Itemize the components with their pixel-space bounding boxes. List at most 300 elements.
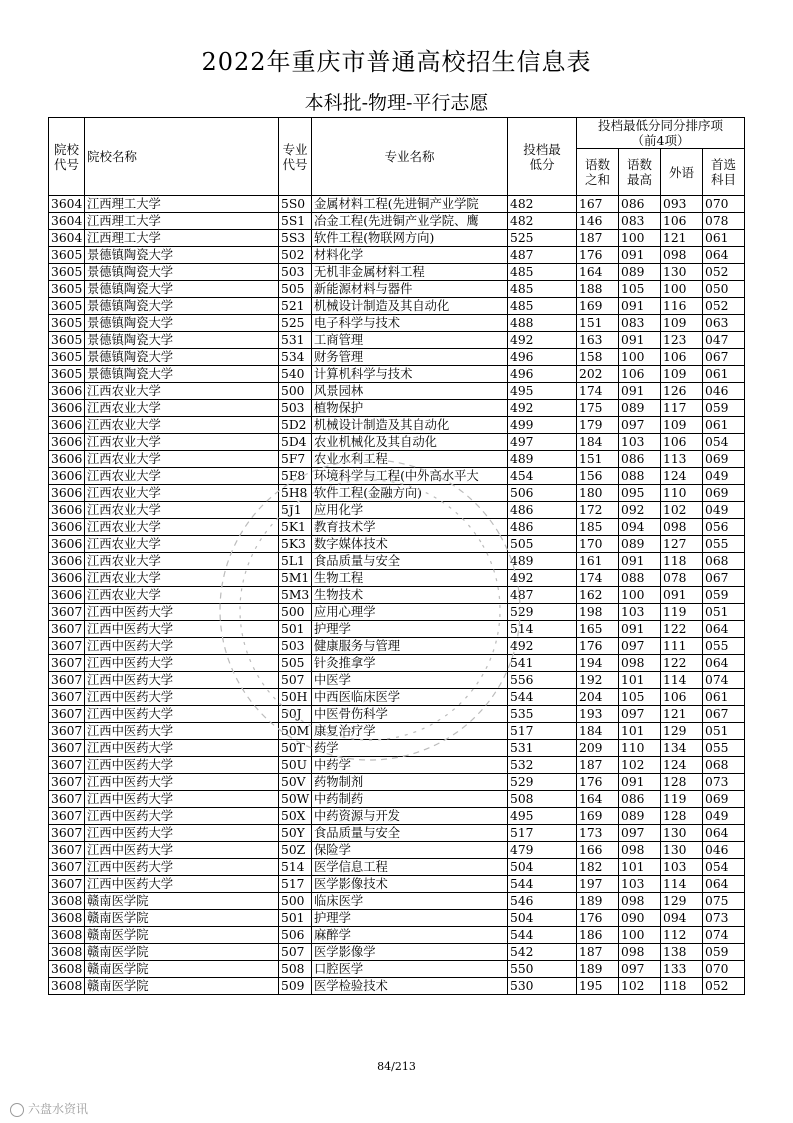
cell-min-score: 506 xyxy=(508,485,577,502)
cell-tie-max: 097 xyxy=(619,706,661,723)
cell-school-code: 3605 xyxy=(49,264,85,281)
cell-major-name: 财务管理 xyxy=(312,349,508,366)
cell-min-score: 542 xyxy=(508,944,577,961)
cell-school-code: 3606 xyxy=(49,383,85,400)
table-row xyxy=(49,349,745,366)
cell-school-code: 3606 xyxy=(49,417,85,434)
cell-min-score: 489 xyxy=(508,451,577,468)
table-row xyxy=(49,791,745,808)
cell-school-code: 3604 xyxy=(49,213,85,230)
cell-tie-max: 095 xyxy=(619,485,661,502)
table-row xyxy=(49,893,745,910)
cell-tie-foreign: 106 xyxy=(661,434,703,451)
cell-tie-foreign: 134 xyxy=(661,740,703,757)
cell-tie-foreign: 124 xyxy=(661,757,703,774)
cell-min-score: 532 xyxy=(508,757,577,774)
page-title: 2022年重庆市普通高校招生信息表 xyxy=(201,48,592,76)
cell-min-score: 492 xyxy=(508,638,577,655)
cell-major-name: 临床医学 xyxy=(312,893,508,910)
cell-min-score: 544 xyxy=(508,876,577,893)
cell-school-code: 3607 xyxy=(49,604,85,621)
cell-major-code: 500 xyxy=(279,604,312,621)
watermark-text: 六盘水资讯 xyxy=(28,1102,89,1116)
cell-tie-first: 074 xyxy=(703,927,745,944)
cell-tie-max: 097 xyxy=(619,638,661,655)
cell-tie-sum: 162 xyxy=(577,587,619,604)
cell-major-code: 50V xyxy=(279,774,312,791)
cell-school-code: 3607 xyxy=(49,740,85,757)
table-row xyxy=(49,825,745,842)
cell-tie-max: 089 xyxy=(619,264,661,281)
cell-min-score: 544 xyxy=(508,689,577,706)
cell-school-code: 3606 xyxy=(49,502,85,519)
cell-tie-foreign: 117 xyxy=(661,400,703,417)
cell-tie-max: 098 xyxy=(619,842,661,859)
cell-school-code: 3607 xyxy=(49,808,85,825)
cell-tie-sum: 163 xyxy=(577,332,619,349)
cell-major-name: 材料化学 xyxy=(312,247,508,264)
cell-major-code: 525 xyxy=(279,315,312,332)
page-subtitle: 本科批-物理-平行志愿 xyxy=(304,92,489,114)
cell-min-score: 487 xyxy=(508,247,577,264)
table-row xyxy=(49,468,745,485)
cell-tie-foreign: 100 xyxy=(661,281,703,298)
cell-tie-foreign: 126 xyxy=(661,383,703,400)
cell-tie-sum: 176 xyxy=(577,774,619,791)
cell-major-name: 医学信息工程 xyxy=(312,859,508,876)
cell-major-code: 5M3 xyxy=(279,587,312,604)
cell-major-name: 口腔医学 xyxy=(312,961,508,978)
cell-major-name: 康复治疗学 xyxy=(312,723,508,740)
table-row xyxy=(49,502,745,519)
cell-school-name: 赣南医学院 xyxy=(85,961,279,978)
cell-tie-sum: 187 xyxy=(577,230,619,247)
cell-school-name: 江西理工大学 xyxy=(85,230,279,247)
table-row xyxy=(49,213,745,230)
table-row xyxy=(49,264,745,281)
cell-major-name: 护理学 xyxy=(312,621,508,638)
table-row xyxy=(49,655,745,672)
cell-min-score: 482 xyxy=(508,213,577,230)
cell-school-name: 赣南医学院 xyxy=(85,910,279,927)
cell-major-code: 5K3 xyxy=(279,536,312,553)
cell-major-name: 软件工程(金融方向) xyxy=(312,485,508,502)
cell-tie-first: 055 xyxy=(703,740,745,757)
cell-school-code: 3605 xyxy=(49,332,85,349)
table-row xyxy=(49,332,745,349)
cell-tie-max: 100 xyxy=(619,927,661,944)
cell-school-name: 赣南医学院 xyxy=(85,927,279,944)
cell-school-code: 3606 xyxy=(49,400,85,417)
cell-tie-sum: 169 xyxy=(577,298,619,315)
cell-major-code: 5S3 xyxy=(279,230,312,247)
cell-tie-max: 105 xyxy=(619,281,661,298)
cell-school-code: 3605 xyxy=(49,247,85,264)
admission-table xyxy=(48,117,745,995)
cell-school-code: 3605 xyxy=(49,315,85,332)
cell-major-name: 中西医临床医学 xyxy=(312,689,508,706)
cell-major-name: 中药资源与开发 xyxy=(312,808,508,825)
cell-tie-foreign: 122 xyxy=(661,621,703,638)
cell-major-name: 环境科学与工程(中外高水平大 xyxy=(312,468,508,485)
cell-tie-sum: 182 xyxy=(577,859,619,876)
cell-school-name: 江西农业大学 xyxy=(85,383,279,400)
cell-major-code: 507 xyxy=(279,672,312,689)
cell-tie-max: 098 xyxy=(619,893,661,910)
cell-major-code: 501 xyxy=(279,621,312,638)
cell-tie-first: 067 xyxy=(703,570,745,587)
cell-major-name: 软件工程(物联网方向) xyxy=(312,230,508,247)
cell-major-name: 麻醉学 xyxy=(312,927,508,944)
cell-tie-foreign: 114 xyxy=(661,876,703,893)
cell-major-code: 502 xyxy=(279,247,312,264)
cell-major-name: 药学 xyxy=(312,740,508,757)
cell-tie-foreign: 106 xyxy=(661,213,703,230)
cell-tie-sum: 176 xyxy=(577,247,619,264)
cell-tie-foreign: 119 xyxy=(661,604,703,621)
table-row xyxy=(49,230,745,247)
cell-min-score: 544 xyxy=(508,927,577,944)
cell-min-score: 496 xyxy=(508,366,577,383)
cell-major-code: 534 xyxy=(279,349,312,366)
cell-tie-foreign: 124 xyxy=(661,468,703,485)
table-row xyxy=(49,740,745,757)
cell-tie-max: 094 xyxy=(619,519,661,536)
cell-tie-max: 103 xyxy=(619,434,661,451)
cell-tie-sum: 194 xyxy=(577,655,619,672)
cell-tie-sum: 166 xyxy=(577,842,619,859)
cell-major-code: 506 xyxy=(279,927,312,944)
cell-tie-sum: 179 xyxy=(577,417,619,434)
cell-major-code: 500 xyxy=(279,893,312,910)
cell-major-code: 50T xyxy=(279,740,312,757)
header-school-name: 院校名称 xyxy=(85,118,279,196)
cell-min-score: 504 xyxy=(508,910,577,927)
header-tie-group: 投档最低分同分排序项（前4项） xyxy=(577,118,745,149)
cell-tie-max: 097 xyxy=(619,417,661,434)
cell-min-score: 531 xyxy=(508,740,577,757)
table-row xyxy=(49,723,745,740)
cell-major-name: 食品质量与安全 xyxy=(312,825,508,842)
cell-tie-max: 101 xyxy=(619,859,661,876)
cell-tie-sum: 174 xyxy=(577,383,619,400)
table-row xyxy=(49,298,745,315)
cell-tie-sum: 184 xyxy=(577,434,619,451)
cell-major-code: 50U xyxy=(279,757,312,774)
cell-school-code: 3607 xyxy=(49,859,85,876)
table-row xyxy=(49,400,745,417)
cell-school-code: 3605 xyxy=(49,298,85,315)
cell-major-code: 5J1 xyxy=(279,502,312,519)
cell-tie-sum: 172 xyxy=(577,502,619,519)
cell-tie-first: 067 xyxy=(703,706,745,723)
cell-tie-first: 073 xyxy=(703,774,745,791)
cell-school-code: 3606 xyxy=(49,434,85,451)
cell-tie-foreign: 118 xyxy=(661,553,703,570)
cell-school-name: 江西中医药大学 xyxy=(85,672,279,689)
cell-tie-sum: 209 xyxy=(577,740,619,757)
cell-major-code: 5K1 xyxy=(279,519,312,536)
cell-tie-foreign: 122 xyxy=(661,655,703,672)
cell-min-score: 488 xyxy=(508,315,577,332)
cell-school-name: 江西中医药大学 xyxy=(85,808,279,825)
cell-tie-first: 049 xyxy=(703,808,745,825)
cell-tie-max: 110 xyxy=(619,740,661,757)
cell-school-code: 3606 xyxy=(49,485,85,502)
cell-min-score: 556 xyxy=(508,672,577,689)
cell-major-code: 5M1 xyxy=(279,570,312,587)
cell-tie-foreign: 106 xyxy=(661,349,703,366)
cell-major-code: 50J xyxy=(279,706,312,723)
cell-min-score: 517 xyxy=(508,723,577,740)
cell-major-name: 医学影像技术 xyxy=(312,876,508,893)
cell-min-score: 504 xyxy=(508,859,577,876)
cell-tie-max: 089 xyxy=(619,536,661,553)
cell-school-name: 景德镇陶瓷大学 xyxy=(85,349,279,366)
cell-tie-first: 069 xyxy=(703,451,745,468)
table-row xyxy=(49,978,745,995)
cell-school-code: 3606 xyxy=(49,519,85,536)
cell-tie-max: 097 xyxy=(619,825,661,842)
cell-major-code: 50X xyxy=(279,808,312,825)
cell-school-code: 3607 xyxy=(49,825,85,842)
cell-tie-first: 064 xyxy=(703,655,745,672)
cell-tie-foreign: 114 xyxy=(661,672,703,689)
cell-school-name: 江西农业大学 xyxy=(85,570,279,587)
cell-tie-foreign: 103 xyxy=(661,859,703,876)
cell-major-name: 教育技术学 xyxy=(312,519,508,536)
cell-tie-sum: 165 xyxy=(577,621,619,638)
cell-tie-sum: 167 xyxy=(577,196,619,213)
cell-tie-foreign: 130 xyxy=(661,825,703,842)
cell-major-name: 生物技术 xyxy=(312,587,508,604)
cell-tie-sum: 151 xyxy=(577,315,619,332)
cell-tie-sum: 151 xyxy=(577,451,619,468)
cell-tie-foreign: 133 xyxy=(661,961,703,978)
header-min-score: 投档最低分 xyxy=(508,118,577,196)
cell-major-code: 500 xyxy=(279,383,312,400)
cell-school-name: 江西中医药大学 xyxy=(85,740,279,757)
cell-tie-foreign: 138 xyxy=(661,944,703,961)
cell-tie-foreign: 112 xyxy=(661,927,703,944)
cell-tie-foreign: 093 xyxy=(661,196,703,213)
cell-tie-sum: 188 xyxy=(577,281,619,298)
cell-tie-first: 069 xyxy=(703,485,745,502)
cell-major-code: 5L1 xyxy=(279,553,312,570)
cell-tie-sum: 164 xyxy=(577,791,619,808)
cell-min-score: 541 xyxy=(508,655,577,672)
cell-tie-first: 075 xyxy=(703,893,745,910)
cell-school-code: 3604 xyxy=(49,230,85,247)
cell-school-name: 江西理工大学 xyxy=(85,213,279,230)
cell-tie-foreign: 121 xyxy=(661,230,703,247)
cell-school-name: 江西农业大学 xyxy=(85,553,279,570)
cell-major-code: 5D2 xyxy=(279,417,312,434)
cell-min-score: 529 xyxy=(508,774,577,791)
cell-school-name: 赣南医学院 xyxy=(85,944,279,961)
table-row xyxy=(49,570,745,587)
cell-major-name: 护理学 xyxy=(312,910,508,927)
table-row xyxy=(49,366,745,383)
cell-tie-max: 100 xyxy=(619,587,661,604)
cell-major-code: 50M xyxy=(279,723,312,740)
cell-tie-max: 102 xyxy=(619,978,661,995)
cell-tie-foreign: 094 xyxy=(661,910,703,927)
cell-school-code: 3607 xyxy=(49,774,85,791)
cell-min-score: 492 xyxy=(508,332,577,349)
cell-major-code: 531 xyxy=(279,332,312,349)
cell-tie-sum: 169 xyxy=(577,808,619,825)
cell-min-score: 517 xyxy=(508,825,577,842)
cell-major-name: 电子科学与技术 xyxy=(312,315,508,332)
cell-tie-sum: 164 xyxy=(577,264,619,281)
cell-tie-foreign: 118 xyxy=(661,978,703,995)
table-row xyxy=(49,587,745,604)
cell-school-name: 景德镇陶瓷大学 xyxy=(85,332,279,349)
cell-tie-foreign: 098 xyxy=(661,247,703,264)
cell-school-name: 江西中医药大学 xyxy=(85,757,279,774)
cell-school-code: 3608 xyxy=(49,893,85,910)
cell-min-score: 499 xyxy=(508,417,577,434)
cell-tie-first: 046 xyxy=(703,383,745,400)
cell-major-code: 50H xyxy=(279,689,312,706)
cell-tie-first: 064 xyxy=(703,621,745,638)
cell-tie-max: 097 xyxy=(619,961,661,978)
header-tie-max: 语数最高 xyxy=(619,149,661,196)
cell-min-score: 505 xyxy=(508,536,577,553)
cell-tie-first: 078 xyxy=(703,213,745,230)
cell-school-name: 江西中医药大学 xyxy=(85,638,279,655)
cell-major-name: 药物制剂 xyxy=(312,774,508,791)
cell-tie-first: 051 xyxy=(703,604,745,621)
cell-school-name: 江西农业大学 xyxy=(85,519,279,536)
cell-major-code: 508 xyxy=(279,961,312,978)
cell-tie-sum: 198 xyxy=(577,604,619,621)
cell-tie-first: 059 xyxy=(703,587,745,604)
cell-min-score: 546 xyxy=(508,893,577,910)
cell-tie-foreign: 111 xyxy=(661,638,703,655)
cell-major-code: 540 xyxy=(279,366,312,383)
cell-tie-sum: 204 xyxy=(577,689,619,706)
cell-school-name: 江西中医药大学 xyxy=(85,621,279,638)
cell-tie-first: 067 xyxy=(703,349,745,366)
cell-school-name: 江西中医药大学 xyxy=(85,859,279,876)
cell-tie-max: 091 xyxy=(619,332,661,349)
cell-major-code: 50W xyxy=(279,791,312,808)
cell-tie-first: 073 xyxy=(703,910,745,927)
cell-major-code: 5S0 xyxy=(279,196,312,213)
table-row xyxy=(49,927,745,944)
cell-min-score: 485 xyxy=(508,264,577,281)
cell-min-score: 479 xyxy=(508,842,577,859)
cell-min-score: 485 xyxy=(508,281,577,298)
cell-min-score: 495 xyxy=(508,808,577,825)
cell-major-name: 金属材料工程(先进铜产业学院 xyxy=(312,196,508,213)
cell-tie-max: 098 xyxy=(619,944,661,961)
cell-major-name: 机械设计制造及其自动化 xyxy=(312,298,508,315)
cell-major-code: 517 xyxy=(279,876,312,893)
cell-tie-sum: 175 xyxy=(577,400,619,417)
cell-tie-sum: 189 xyxy=(577,893,619,910)
cell-major-code: 5F8 xyxy=(279,468,312,485)
table-row xyxy=(49,604,745,621)
cell-school-name: 江西中医药大学 xyxy=(85,689,279,706)
cell-major-name: 保险学 xyxy=(312,842,508,859)
cell-school-name: 景德镇陶瓷大学 xyxy=(85,264,279,281)
cell-tie-first: 064 xyxy=(703,247,745,264)
cell-tie-sum: 170 xyxy=(577,536,619,553)
cell-tie-sum: 186 xyxy=(577,927,619,944)
table-row xyxy=(49,485,745,502)
cell-major-code: 505 xyxy=(279,655,312,672)
cell-tie-first: 051 xyxy=(703,723,745,740)
cell-major-name: 中药制药 xyxy=(312,791,508,808)
cell-min-score: 487 xyxy=(508,587,577,604)
cell-tie-sum: 184 xyxy=(577,723,619,740)
cell-school-code: 3607 xyxy=(49,706,85,723)
cell-tie-max: 083 xyxy=(619,315,661,332)
cell-tie-foreign: 129 xyxy=(661,893,703,910)
cell-tie-first: 059 xyxy=(703,944,745,961)
cell-min-score: 508 xyxy=(508,791,577,808)
cell-school-code: 3608 xyxy=(49,978,85,995)
cell-major-code: 5D4 xyxy=(279,434,312,451)
header-school-code: 院校代号 xyxy=(49,118,85,196)
cell-tie-max: 091 xyxy=(619,247,661,264)
cell-tie-sum: 176 xyxy=(577,638,619,655)
cell-tie-first: 056 xyxy=(703,519,745,536)
cell-major-code: 507 xyxy=(279,944,312,961)
cell-tie-max: 091 xyxy=(619,553,661,570)
table-row xyxy=(49,944,745,961)
cell-major-name: 健康服务与管理 xyxy=(312,638,508,655)
cell-major-code: 5H8 xyxy=(279,485,312,502)
cell-tie-max: 091 xyxy=(619,621,661,638)
cell-major-name: 农业水利工程 xyxy=(312,451,508,468)
cell-tie-foreign: 113 xyxy=(661,451,703,468)
cell-min-score: 496 xyxy=(508,349,577,366)
cell-tie-sum: 185 xyxy=(577,519,619,536)
cell-school-name: 赣南医学院 xyxy=(85,978,279,995)
cell-school-name: 江西农业大学 xyxy=(85,451,279,468)
cell-major-name: 计算机科学与技术 xyxy=(312,366,508,383)
cell-tie-foreign: 109 xyxy=(661,315,703,332)
cell-school-code: 3607 xyxy=(49,723,85,740)
cell-min-score: 454 xyxy=(508,468,577,485)
cell-tie-foreign: 098 xyxy=(661,519,703,536)
cell-school-name: 景德镇陶瓷大学 xyxy=(85,315,279,332)
table-row xyxy=(49,536,745,553)
cell-school-code: 3606 xyxy=(49,587,85,604)
cell-school-code: 3607 xyxy=(49,621,85,638)
cell-tie-foreign: 130 xyxy=(661,842,703,859)
cell-min-score: 495 xyxy=(508,383,577,400)
cell-tie-first: 050 xyxy=(703,281,745,298)
table-row xyxy=(49,961,745,978)
cell-major-code: 501 xyxy=(279,910,312,927)
cell-tie-first: 068 xyxy=(703,757,745,774)
cell-tie-first: 049 xyxy=(703,502,745,519)
cell-school-code: 3606 xyxy=(49,570,85,587)
watermark-icon xyxy=(10,1103,24,1117)
cell-tie-first: 061 xyxy=(703,689,745,706)
cell-tie-sum: 173 xyxy=(577,825,619,842)
cell-tie-first: 061 xyxy=(703,417,745,434)
cell-tie-foreign: 119 xyxy=(661,791,703,808)
header-tie-sum: 语数之和 xyxy=(577,149,619,196)
cell-major-name: 农业机械化及其自动化 xyxy=(312,434,508,451)
cell-school-code: 3608 xyxy=(49,944,85,961)
